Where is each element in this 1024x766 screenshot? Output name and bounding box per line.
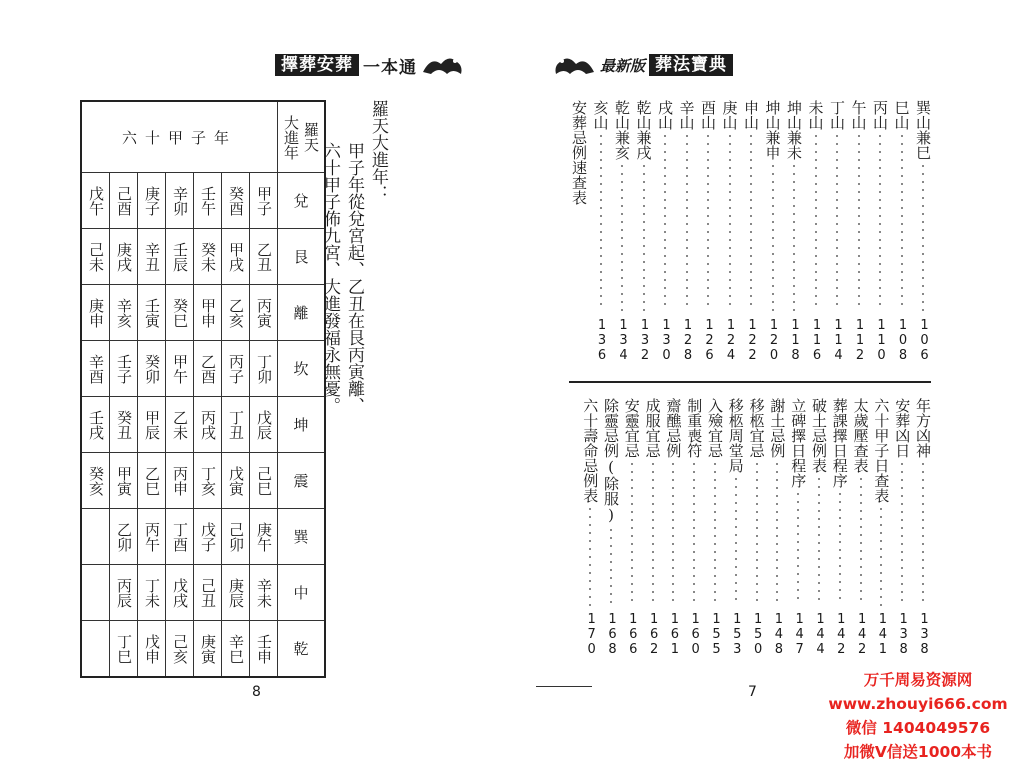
cell-text: 癸酉 bbox=[227, 185, 245, 216]
toc-page-number: 161 bbox=[667, 612, 683, 657]
table-row bbox=[81, 285, 325, 341]
toc-title: 乾山兼亥 bbox=[613, 100, 631, 160]
left-header bbox=[275, 52, 465, 78]
toc-page-number: 155 bbox=[709, 612, 724, 657]
cell-text: 甲寅 bbox=[115, 465, 133, 496]
table-cell bbox=[222, 565, 250, 621]
toc-page-number: 114 bbox=[831, 318, 846, 363]
text-col-1: 羅天大進年： bbox=[368, 100, 388, 202]
toc-title: 辛山 bbox=[677, 100, 696, 130]
toc-title: 安葬忌例速查表 bbox=[570, 100, 588, 205]
table-cell bbox=[110, 453, 138, 509]
toc-entry bbox=[850, 100, 868, 400]
toc-entry bbox=[592, 100, 610, 400]
cell-text: 丙子 bbox=[227, 353, 245, 384]
cell-text: 己未 bbox=[87, 241, 105, 272]
table-cell bbox=[194, 397, 222, 453]
toc-entry bbox=[623, 398, 641, 698]
cell-text: 丁未 bbox=[143, 577, 161, 608]
toc-title: 丁山 bbox=[828, 100, 846, 130]
toc-title: 坤山兼申 bbox=[763, 100, 782, 160]
toc-page-number: 108 bbox=[895, 318, 911, 363]
cell-text: 甲申 bbox=[199, 297, 217, 328]
cell-text: 乙卯 bbox=[115, 521, 133, 552]
table-cell bbox=[138, 621, 166, 678]
row-label-trigram: 艮 bbox=[278, 229, 326, 285]
toc-page-number: 141 bbox=[875, 612, 891, 657]
table-cell bbox=[110, 565, 138, 621]
cell-text: 丙戌 bbox=[199, 409, 217, 440]
toc-leader-dots bbox=[768, 398, 786, 612]
cell-text: 己巳 bbox=[255, 465, 273, 496]
table-cell bbox=[81, 173, 110, 229]
toc-entry bbox=[893, 100, 911, 400]
table-cell bbox=[222, 453, 250, 509]
toc-title: 除靈忌例(除服) bbox=[602, 398, 620, 524]
table-cell bbox=[138, 397, 166, 453]
cell-text: 乙亥 bbox=[227, 297, 245, 328]
toc-page-number: 138 bbox=[896, 612, 912, 657]
cell-text: 辛丑 bbox=[143, 241, 161, 272]
toc-title: 齋醮忌例 bbox=[664, 398, 683, 458]
row-label-trigram: 坤 bbox=[278, 397, 326, 453]
cell-text: 己酉 bbox=[115, 185, 133, 216]
cell-text: 己卯 bbox=[227, 521, 245, 552]
toc-entry bbox=[768, 398, 786, 698]
table-cell bbox=[166, 453, 194, 509]
table-cell bbox=[222, 229, 250, 285]
table-cell bbox=[138, 565, 166, 621]
table-cell bbox=[250, 173, 278, 229]
toc-page-number: 132 bbox=[637, 318, 653, 363]
cell-text: 癸巳 bbox=[171, 297, 189, 328]
toc-entry bbox=[635, 100, 653, 400]
table-cell bbox=[138, 173, 166, 229]
right-header-small: 最新版 bbox=[600, 56, 646, 75]
cell-text: 庚子 bbox=[143, 185, 161, 216]
watermark bbox=[812, 668, 1024, 764]
row-label-trigram: 坎 bbox=[278, 341, 326, 397]
table-row bbox=[81, 229, 325, 285]
toc-entry bbox=[828, 100, 846, 400]
toc-title: 戌山 bbox=[656, 100, 674, 130]
table-cell bbox=[250, 621, 278, 678]
cell-text: 丁酉 bbox=[171, 521, 189, 552]
toc-page-number: 124 bbox=[723, 318, 739, 363]
toc-page-number: 110 bbox=[874, 318, 889, 363]
toc-leader-dots bbox=[807, 100, 825, 318]
toc-page-number: 153 bbox=[729, 612, 745, 657]
toc-entry bbox=[872, 398, 890, 698]
table-cell bbox=[166, 509, 194, 565]
table-cell bbox=[138, 453, 166, 509]
toc-page-number: 147 bbox=[792, 612, 808, 657]
toc-title: 安葬凶日 bbox=[893, 398, 912, 458]
table-cell bbox=[166, 341, 194, 397]
bottom-rule bbox=[536, 686, 592, 687]
table-cell bbox=[222, 621, 250, 678]
toc-leader-dots bbox=[635, 100, 653, 318]
cell-text: 庚申 bbox=[87, 297, 105, 328]
left-page-number: 8 bbox=[252, 684, 261, 700]
cell-text: 辛酉 bbox=[87, 353, 105, 384]
table-cell bbox=[81, 453, 110, 509]
table-cell bbox=[166, 565, 194, 621]
toc-entry bbox=[721, 100, 739, 400]
toc-leader-dots bbox=[613, 100, 631, 318]
table-cell bbox=[250, 229, 278, 285]
watermark-line: 微信 1404049576 bbox=[845, 719, 991, 737]
table-row bbox=[81, 453, 325, 509]
table-title: 六十甲子年 bbox=[81, 101, 278, 173]
toc-leader-dots bbox=[623, 398, 641, 612]
table-row bbox=[81, 341, 325, 397]
toc-entry bbox=[914, 398, 932, 698]
table-cell bbox=[138, 285, 166, 341]
cell-text: 辛巳 bbox=[227, 633, 245, 664]
cell-text: 戊辰 bbox=[255, 409, 273, 440]
toc-leader-dots bbox=[644, 398, 662, 612]
toc-entry bbox=[789, 398, 807, 698]
right-header-inverted: 葬法寶典 bbox=[649, 54, 733, 76]
dragon-ornament-icon bbox=[552, 52, 596, 78]
toc-entry bbox=[852, 398, 870, 698]
toc-page-number: 116 bbox=[809, 318, 825, 363]
toc-page-number: 122 bbox=[745, 318, 760, 363]
cell-text: 甲午 bbox=[171, 353, 189, 384]
cell-text: 甲辰 bbox=[143, 409, 161, 440]
toc-leader-dots bbox=[685, 398, 703, 612]
toc-entry bbox=[699, 100, 717, 400]
toc-leader-dots bbox=[871, 100, 889, 318]
toc-title: 庚山 bbox=[720, 100, 739, 130]
toc-entry bbox=[656, 100, 674, 400]
toc-entry bbox=[810, 398, 828, 698]
toc-page-number: 166 bbox=[625, 612, 641, 657]
table-cell bbox=[81, 285, 110, 341]
toc-page-number: 126 bbox=[702, 318, 717, 363]
table-cell bbox=[194, 453, 222, 509]
toc-title: 太歲壓查表 bbox=[851, 398, 870, 473]
watermark-line: 加微V信送1000本书 bbox=[843, 743, 993, 761]
cell-text: 癸未 bbox=[199, 241, 217, 272]
table-cell bbox=[110, 341, 138, 397]
toc-entry bbox=[644, 398, 662, 698]
table-cell bbox=[138, 229, 166, 285]
table-row bbox=[81, 397, 325, 453]
cell-text: 甲子 bbox=[255, 185, 273, 216]
toc-title: 年方凶神 bbox=[914, 398, 932, 458]
toc-entry bbox=[807, 100, 825, 400]
toc-title: 移柩宜忌 bbox=[747, 398, 766, 458]
toc-entry bbox=[727, 398, 745, 698]
toc-title: 乾山兼戌 bbox=[634, 100, 653, 160]
table-cell bbox=[110, 509, 138, 565]
toc-title: 葬課擇日程序 bbox=[830, 398, 849, 488]
cell-text: 癸亥 bbox=[87, 465, 105, 496]
toc-page-number: 106 bbox=[917, 318, 932, 363]
cell-text: 辛未 bbox=[255, 577, 273, 608]
toc-page-number: 128 bbox=[680, 318, 696, 363]
left-header-plain: 一本通 bbox=[363, 57, 417, 78]
table-cell bbox=[110, 173, 138, 229]
toc-title: 破土忌例表 bbox=[810, 398, 828, 473]
table-cell bbox=[250, 509, 278, 565]
corner-label: 大進年 bbox=[282, 114, 300, 160]
toc-leader-dots bbox=[742, 100, 760, 318]
toc-entry bbox=[871, 100, 889, 400]
right-page-number: 7 bbox=[748, 684, 757, 700]
toc-entry bbox=[602, 398, 620, 698]
table-cell bbox=[81, 397, 110, 453]
toc-page-number: 162 bbox=[646, 612, 662, 657]
row-label-trigram: 中 bbox=[278, 565, 326, 621]
toc-leader-dots bbox=[828, 100, 846, 318]
dragon-ornament-icon bbox=[421, 52, 465, 78]
cell-text: 壬戌 bbox=[87, 409, 105, 440]
toc-page-number: 142 bbox=[833, 612, 849, 657]
cell-text: 壬辰 bbox=[171, 241, 189, 272]
cell-text: 壬寅 bbox=[143, 297, 161, 328]
toc-leader-dots bbox=[785, 100, 803, 318]
toc-title: 午山 bbox=[849, 100, 868, 130]
cell-text: 辛亥 bbox=[115, 297, 133, 328]
toc-title: 制重喪符 bbox=[685, 398, 704, 458]
toc-leader-dots bbox=[581, 398, 599, 612]
toc-leader-dots bbox=[678, 100, 696, 318]
table-cell bbox=[194, 341, 222, 397]
table-cell bbox=[222, 173, 250, 229]
table-cell bbox=[81, 509, 110, 565]
cell-text: 癸卯 bbox=[143, 353, 161, 384]
toc-page-number: 170 bbox=[584, 612, 600, 657]
cell-text: 壬申 bbox=[255, 633, 273, 664]
toc-page-number: 120 bbox=[766, 318, 782, 363]
toc-leader-dots bbox=[727, 398, 745, 612]
toc-entry bbox=[914, 100, 932, 400]
table-cell bbox=[194, 509, 222, 565]
table-cell bbox=[81, 341, 110, 397]
table-cell bbox=[166, 397, 194, 453]
cell-text: 戊午 bbox=[87, 185, 105, 216]
toc-leader-dots bbox=[656, 100, 674, 318]
toc-divider bbox=[569, 381, 931, 383]
table-cell bbox=[81, 229, 110, 285]
left-header-inverted: 擇葬安葬 bbox=[275, 54, 359, 76]
table-row bbox=[81, 509, 325, 565]
table-row bbox=[81, 621, 325, 678]
toc-title: 安靈宜忌 bbox=[622, 398, 641, 458]
cell-text: 丁卯 bbox=[255, 353, 273, 384]
table-cell bbox=[250, 285, 278, 341]
cell-text: 戊申 bbox=[143, 633, 161, 664]
toc-leader-dots bbox=[789, 398, 807, 612]
watermark-line: www.zhouyi666.com bbox=[828, 695, 1008, 713]
table-cell bbox=[166, 229, 194, 285]
table-row bbox=[81, 173, 325, 229]
table-cell bbox=[81, 621, 110, 678]
toc-title: 巳山 bbox=[892, 100, 911, 130]
row-label-trigram: 乾 bbox=[278, 621, 326, 678]
toc-title: 成服宜忌 bbox=[643, 398, 662, 458]
cell-text: 庚辰 bbox=[227, 577, 245, 608]
toc-page-number: 138 bbox=[917, 612, 932, 657]
cell-text: 丁亥 bbox=[199, 465, 217, 496]
cell-text: 己亥 bbox=[171, 633, 189, 664]
toc-title: 亥山 bbox=[591, 100, 610, 130]
cell-text: 乙未 bbox=[171, 409, 189, 440]
toc-page-number: 112 bbox=[852, 318, 868, 363]
text-col-3: 六十甲子佈九宮、大進發福永無憂。 bbox=[320, 142, 340, 414]
cell-text: 丙寅 bbox=[255, 297, 273, 328]
cell-text: 壬子 bbox=[115, 353, 133, 384]
table-cell bbox=[194, 621, 222, 678]
cell-text: 丁巳 bbox=[115, 633, 133, 664]
table-cell bbox=[250, 341, 278, 397]
toc-page-number: 130 bbox=[659, 318, 674, 363]
toc-page-number: 136 bbox=[594, 318, 610, 363]
table-cell bbox=[138, 509, 166, 565]
toc-title: 申山 bbox=[742, 100, 760, 130]
toc-entry bbox=[742, 100, 760, 400]
toc-leader-dots bbox=[850, 100, 868, 318]
cell-text: 乙酉 bbox=[199, 353, 217, 384]
cell-text: 乙巳 bbox=[143, 465, 161, 496]
toc-leader-dots bbox=[872, 398, 890, 612]
toc-entry bbox=[831, 398, 849, 698]
toc-title: 移柩周堂局 bbox=[726, 398, 745, 473]
table-cell bbox=[250, 397, 278, 453]
toc-leader-dots bbox=[893, 100, 911, 318]
toc-entry bbox=[613, 100, 631, 400]
toc-entry bbox=[664, 398, 682, 698]
toc-entry bbox=[748, 398, 766, 698]
table-cell bbox=[222, 285, 250, 341]
cell-text: 庚午 bbox=[255, 521, 273, 552]
table-cell bbox=[138, 341, 166, 397]
toc-page-number: 134 bbox=[616, 318, 631, 363]
row-label-trigram: 震 bbox=[278, 453, 326, 509]
toc-title: 丙山 bbox=[871, 100, 889, 130]
toc-entry bbox=[581, 398, 599, 698]
cell-text: 丙辰 bbox=[115, 577, 133, 608]
toc-entry bbox=[706, 398, 724, 698]
cell-text: 癸丑 bbox=[115, 409, 133, 440]
toc-title: 入殮宜忌 bbox=[706, 398, 724, 458]
toc-entry bbox=[764, 100, 782, 400]
cell-text: 丁丑 bbox=[227, 409, 245, 440]
table-cell bbox=[194, 173, 222, 229]
toc-title: 謝土忌例 bbox=[768, 398, 787, 458]
cell-text: 乙丑 bbox=[255, 241, 273, 272]
cell-text: 戊子 bbox=[199, 521, 217, 552]
table-cell bbox=[110, 229, 138, 285]
toc-leader-dots bbox=[592, 100, 610, 318]
toc-entry bbox=[678, 100, 696, 400]
toc-leader-dots bbox=[748, 398, 766, 612]
row-label-trigram: 兌 bbox=[278, 173, 326, 229]
cell-text: 辛卯 bbox=[171, 185, 189, 216]
cell-text: 庚戌 bbox=[115, 241, 133, 272]
table-cell bbox=[81, 565, 110, 621]
cell-text: 庚寅 bbox=[199, 633, 217, 664]
toc-title: 六十甲子日查表 bbox=[872, 398, 891, 503]
table-row bbox=[81, 565, 325, 621]
toc-title: 未山 bbox=[806, 100, 825, 130]
toc-title: 巽山兼巳 bbox=[914, 100, 932, 160]
toc-page-number: 148 bbox=[771, 612, 787, 657]
toc-title: 立碑擇日程序 bbox=[789, 398, 808, 488]
toc-leader-dots bbox=[831, 398, 849, 612]
toc-leader-dots bbox=[706, 398, 724, 612]
toc-leader-dots bbox=[721, 100, 739, 318]
table-cell bbox=[166, 621, 194, 678]
text-col-2: 甲子年從兌宮起、乙丑在艮丙寅離、 bbox=[344, 142, 364, 414]
toc-leader-dots bbox=[664, 398, 682, 612]
row-label-trigram: 巽 bbox=[278, 509, 326, 565]
toc-page-number: 144 bbox=[813, 612, 828, 657]
cell-text: 丙申 bbox=[171, 465, 189, 496]
toc-page-number: 160 bbox=[688, 612, 704, 657]
table-cell bbox=[250, 565, 278, 621]
table-cell bbox=[194, 285, 222, 341]
right-header bbox=[552, 52, 733, 78]
corner-label: 羅天 bbox=[302, 122, 320, 152]
toc-leader-dots bbox=[699, 100, 717, 318]
table-cell bbox=[222, 509, 250, 565]
toc-entry bbox=[785, 100, 803, 400]
toc-leader-dots bbox=[764, 100, 782, 318]
cell-text: 己丑 bbox=[199, 577, 217, 608]
toc-page-number: 168 bbox=[605, 612, 620, 657]
table-cell bbox=[166, 173, 194, 229]
toc-leader-dots bbox=[893, 398, 911, 612]
cell-text: 丙午 bbox=[143, 521, 161, 552]
toc-title: 酉山 bbox=[699, 100, 717, 130]
toc-page-number: 150 bbox=[750, 612, 766, 657]
table-cell bbox=[110, 621, 138, 678]
table-cell bbox=[166, 285, 194, 341]
toc-leader-dots bbox=[852, 398, 870, 612]
toc-leader-dots bbox=[914, 100, 932, 318]
toc-page-number: 118 bbox=[788, 318, 803, 363]
table-cell bbox=[110, 285, 138, 341]
watermark-line: 万千周易资源网 bbox=[863, 671, 973, 689]
year-table bbox=[80, 100, 326, 678]
toc-section-title bbox=[570, 100, 588, 400]
toc-page-number: 142 bbox=[854, 612, 870, 657]
table-cell bbox=[250, 453, 278, 509]
toc-leader-dots bbox=[810, 398, 828, 612]
row-label-trigram: 離 bbox=[278, 285, 326, 341]
toc-title: 六十壽命忌例表 bbox=[581, 398, 600, 503]
toc-entry bbox=[893, 398, 911, 698]
cell-text: 戊戌 bbox=[171, 577, 189, 608]
cell-text: 甲戌 bbox=[227, 241, 245, 272]
cell-text: 戊寅 bbox=[227, 465, 245, 496]
table-cell bbox=[194, 565, 222, 621]
cell-text: 壬午 bbox=[199, 185, 217, 216]
table-cell bbox=[222, 397, 250, 453]
toc-entry bbox=[685, 398, 703, 698]
table-cell bbox=[222, 341, 250, 397]
table-cell bbox=[110, 397, 138, 453]
toc-title: 坤山兼未 bbox=[785, 100, 803, 160]
toc-leader-dots bbox=[602, 398, 620, 612]
toc-leader-dots bbox=[914, 398, 932, 612]
table-cell bbox=[194, 229, 222, 285]
